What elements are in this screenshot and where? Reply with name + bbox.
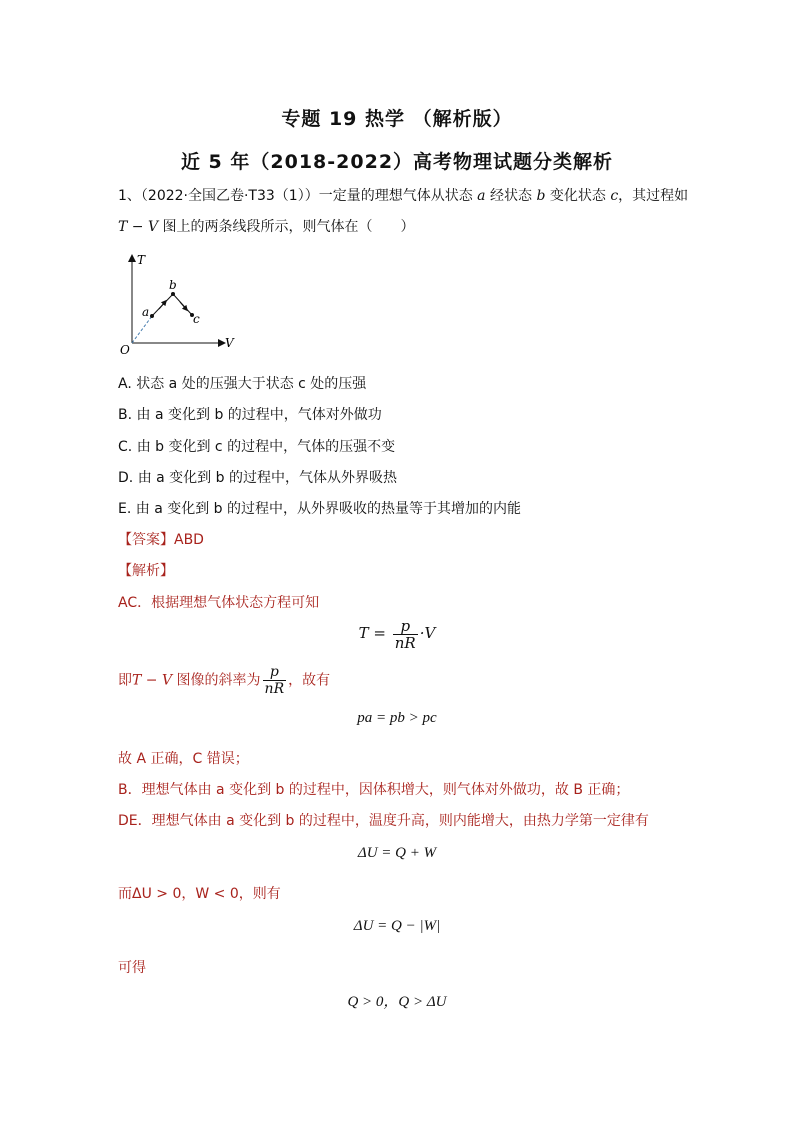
analysis-heading: 【解析】 <box>118 563 174 579</box>
arrow-bc <box>180 302 186 309</box>
question-line-1: 1、（2022·全国乙卷·T33（1））一定量的理想气体从状态 a 经状态 b 变化状态 c，其过程如 <box>118 188 689 204</box>
analysis-ac-intro: AC．根据理想气体状态方程可知 <box>118 595 320 611</box>
analysis-de: DE．理想气体由 a 变化到 b 的过程中，温度升高，则内能增大，由热力学第一定律有 <box>118 813 649 829</box>
option-d: D. 由 a 变化到 b 的过程中，气体从外界吸热 <box>118 470 397 486</box>
equation-result: Q > 0，Q > ΔU <box>347 994 447 1010</box>
analysis-b: B．理想气体由 a 变化到 b 的过程中，因体积增大，则气体对外做功，故 B 正确； <box>118 782 630 798</box>
tv-diagram <box>112 248 242 360</box>
question-line-2: T − V 图上的两条线段所示，则气体在（ ） <box>118 219 415 235</box>
analysis-condition: 而ΔU > 0，W < 0，则有 <box>118 886 281 902</box>
analysis-obtain: 可得 <box>118 960 146 976</box>
point-b-dot <box>171 292 175 296</box>
answer: 【答案】ABD <box>118 532 204 548</box>
point-b-label: b <box>169 278 177 292</box>
point-c-label: c <box>193 312 200 326</box>
point-a-label: a <box>142 305 150 319</box>
point-a-dot <box>150 314 154 318</box>
page-subtitle: 近 5 年（2018-2022）高考物理试题分类解析 <box>180 151 614 173</box>
equation-abs-work: ΔU = Q − |W| <box>353 918 441 934</box>
option-b: B. 由 a 变化到 b 的过程中，气体对外做功 <box>118 407 382 423</box>
origin-label: O <box>120 343 130 357</box>
axis-label-t: T <box>137 253 146 267</box>
equation-first-law: ΔU = Q + W <box>357 845 437 861</box>
arrow-ab <box>159 302 165 309</box>
origin-dashed-line <box>132 316 152 343</box>
equation-pressure: pa = pb > pc <box>357 710 437 726</box>
option-a: A. 状态 a 处的压强大于状态 c 处的压强 <box>118 376 367 392</box>
analysis-slope: 即T − V 图像的斜率为 $\frac{p}{nR}$ ，故有 <box>118 664 331 697</box>
equation-state: T = $\frac{p}{nR}$ ·V <box>358 617 436 652</box>
analysis-ac-conclusion: 故 A 正确，C 错误； <box>118 751 249 767</box>
option-c: C. 由 b 变化到 c 的过程中，气体的压强不变 <box>118 439 396 455</box>
axis-label-v: V <box>225 336 234 350</box>
option-e: E. 由 a 变化到 b 的过程中，从外界吸收的热量等于其增加的内能 <box>118 501 522 517</box>
page-title: 专题 19 热学 （解析版） <box>281 108 513 130</box>
